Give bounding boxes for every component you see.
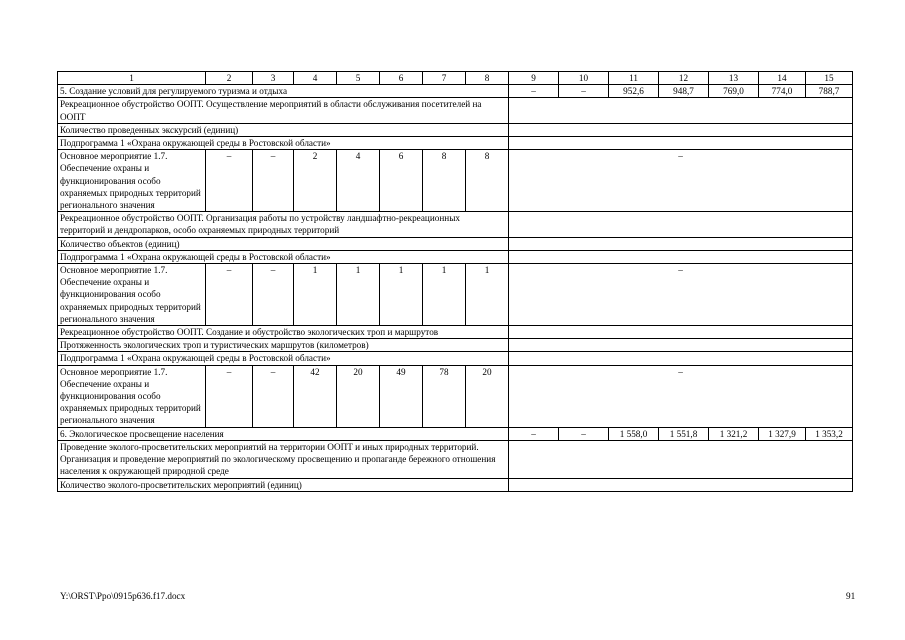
header-row [58, 72, 853, 85]
row-label: Рекреационное обустройство ООПТ. Создание и обустройство экологических троп и маршрутов [58, 326, 509, 339]
value-cell: 4 [337, 150, 380, 212]
empty-cell [509, 212, 853, 237]
value-cell: – [206, 150, 253, 212]
header-cell: 9 [509, 72, 559, 85]
header-cell: 2 [206, 72, 253, 85]
table-row [58, 478, 853, 491]
value-cell: 1 [294, 264, 337, 326]
row-label: Протяженность экологических троп и туристических маршрутов (километров) [58, 339, 509, 352]
value-cell: 948,7 [659, 85, 709, 98]
header-cell: 7 [423, 72, 466, 85]
value-cell: 788,7 [806, 85, 853, 98]
value-cell: – [206, 365, 253, 427]
value-cell: 1 551,8 [659, 427, 709, 440]
table-row [58, 85, 853, 98]
activity-label: Основное мероприятие 1.7. Обеспечение охраны и функционирования особо охраняемых природных территорий регионального значения [58, 150, 206, 212]
value-cell: – [253, 365, 294, 427]
table-row [58, 427, 853, 440]
value-cell: 2 [294, 150, 337, 212]
table-row [58, 250, 853, 263]
header-cell: 4 [294, 72, 337, 85]
section-title: 6. Экологическое просвещение населения [58, 427, 509, 440]
page-number: 91 [846, 591, 856, 601]
row-label: Количество эколого-просветительских мероприятий (единиц) [58, 478, 509, 491]
value-cell: 1 [466, 264, 509, 326]
header-cell: 3 [253, 72, 294, 85]
value-cell: – [253, 150, 294, 212]
file-path: Y:\ORST\Ppo\0915p636.f17.docx [60, 591, 186, 601]
value-cell: 8 [466, 150, 509, 212]
value-cell: – [206, 264, 253, 326]
value-cell: – [253, 264, 294, 326]
value-cell: – [509, 150, 853, 212]
value-cell: 774,0 [759, 85, 806, 98]
value-cell: – [559, 427, 609, 440]
row-label: Проведение эколого-просветительских мероприятий на территории ООПТ и иных природных территорий. Организация и проведение мероприятий по экологическому просвещению и пропаганде бережного отношения населения к окружающей природной среде [58, 440, 509, 478]
header-cell: 15 [806, 72, 853, 85]
value-cell: – [509, 365, 853, 427]
row-label: Количество проведенных экскурсий (единиц) [58, 123, 509, 136]
empty-cell [509, 250, 853, 263]
activity-label: Основное мероприятие 1.7. Обеспечение охраны и функционирования особо охраняемых природных территорий регионального значения [58, 264, 206, 326]
value-cell: – [509, 427, 559, 440]
value-cell: – [509, 85, 559, 98]
table-row [58, 326, 853, 339]
empty-cell [509, 326, 853, 339]
empty-cell [509, 123, 853, 136]
table-row [58, 264, 853, 326]
empty-cell [509, 98, 853, 123]
value-cell: 6 [380, 150, 423, 212]
value-cell: 1 321,2 [709, 427, 759, 440]
header-cell: 5 [337, 72, 380, 85]
value-cell: 769,0 [709, 85, 759, 98]
header-cell: 1 [58, 72, 206, 85]
empty-cell [509, 440, 853, 478]
table-row [58, 150, 853, 212]
empty-cell [509, 137, 853, 150]
section-title: 5. Создание условий для регулируемого туризма и отдыха [58, 85, 509, 98]
value-cell: 78 [423, 365, 466, 427]
row-label: Подпрограмма 1 «Охрана окружающей среды в Ростовской области» [58, 352, 509, 365]
empty-cell [509, 237, 853, 250]
table-row [58, 123, 853, 136]
table-row [58, 352, 853, 365]
table-row [58, 365, 853, 427]
value-cell: 1 [423, 264, 466, 326]
row-label: Рекреационное обустройство ООПТ. Осуществление мероприятий в области обслуживания посетителей на ООПТ [58, 98, 509, 123]
value-cell: 1 327,9 [759, 427, 806, 440]
header-cell: 6 [380, 72, 423, 85]
activity-label: Основное мероприятие 1.7. Обеспечение охраны и функционирования особо охраняемых природных территорий регионального значения [58, 365, 206, 427]
value-cell: 42 [294, 365, 337, 427]
value-cell: 1 558,0 [609, 427, 659, 440]
table-row [58, 98, 853, 123]
value-cell: 1 353,2 [806, 427, 853, 440]
table-row [58, 137, 853, 150]
value-cell: – [509, 264, 853, 326]
empty-cell [509, 478, 853, 491]
value-cell: 1 [380, 264, 423, 326]
header-cell: 10 [559, 72, 609, 85]
value-cell: 20 [337, 365, 380, 427]
value-cell: 952,6 [609, 85, 659, 98]
value-cell: 8 [423, 150, 466, 212]
value-cell: 20 [466, 365, 509, 427]
value-cell: 49 [380, 365, 423, 427]
row-label: Рекреационное обустройство ООПТ. Организация работы по устройству ландшафтно-рекреационных территорий и дендропарков, особо охраняемых природных территорий [58, 212, 509, 237]
header-cell: 8 [466, 72, 509, 85]
table-row [58, 212, 853, 237]
table-row [58, 440, 853, 478]
program-table [57, 71, 853, 492]
value-cell: – [559, 85, 609, 98]
header-cell: 11 [609, 72, 659, 85]
header-cell: 13 [709, 72, 759, 85]
empty-cell [509, 339, 853, 352]
value-cell: 1 [337, 264, 380, 326]
header-cell: 12 [659, 72, 709, 85]
row-label: Количество объектов (единиц) [58, 237, 509, 250]
empty-cell [509, 352, 853, 365]
row-label: Подпрограмма 1 «Охрана окружающей среды в Ростовской области» [58, 250, 509, 263]
table-row [58, 237, 853, 250]
row-label: Подпрограмма 1 «Охрана окружающей среды в Ростовской области» [58, 137, 509, 150]
table-row [58, 339, 853, 352]
header-cell: 14 [759, 72, 806, 85]
